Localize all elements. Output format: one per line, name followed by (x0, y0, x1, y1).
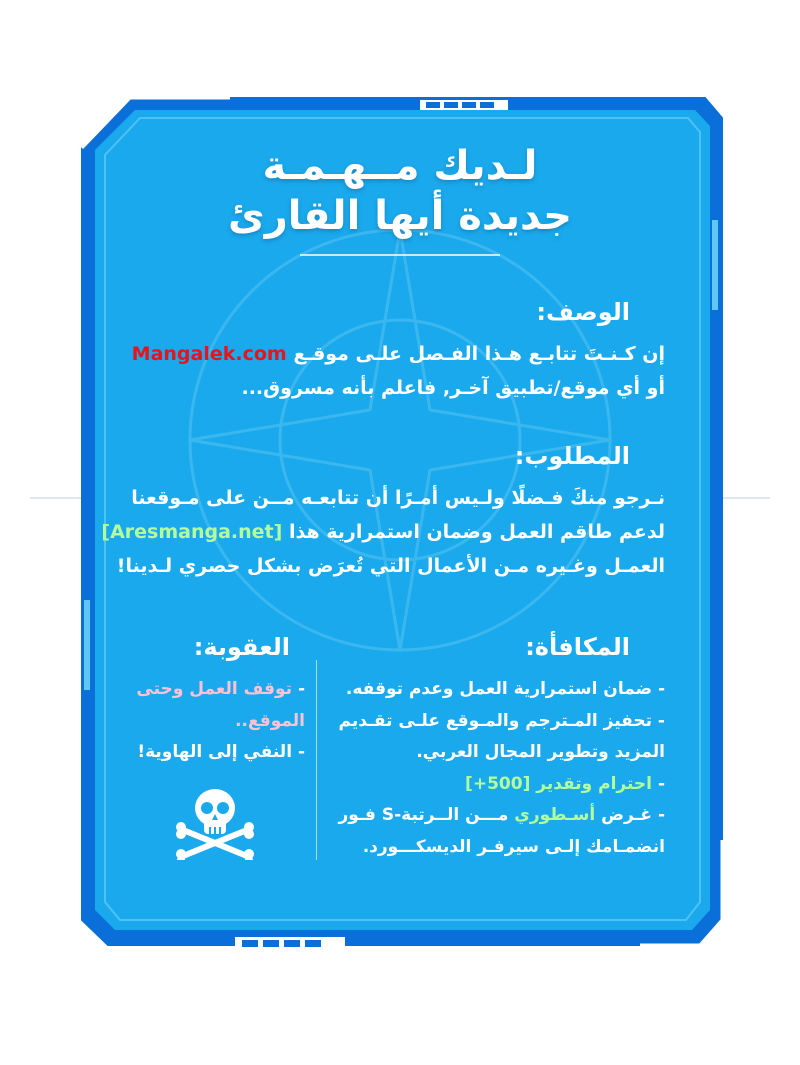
reward-item-3-highlight: احترام وتقدير [500+] (465, 773, 653, 794)
title-divider (300, 254, 500, 256)
description-text (110, 337, 665, 405)
title-line-1: لـديك مــهـمـة (262, 143, 538, 189)
description-heading: الوصف: (536, 298, 630, 326)
mangalek-site-link: Mangalek.com (131, 343, 287, 365)
reward-item-4-prefix: - غـرض (601, 805, 665, 825)
penalty-item-1b-highlight: الموقع.. (235, 710, 305, 731)
reward-item-4-suffix: مـــن الــرتبة-S فـور (338, 805, 509, 825)
penalty-heading: العقوبة: (193, 633, 290, 661)
aresmanga-site-link: [Aresmanga.net] (101, 521, 283, 543)
reward-list (320, 674, 665, 863)
reward-item-3 (320, 769, 665, 801)
reward-item-4 (320, 800, 665, 832)
description-line-1-text: إن كـنـتَ تتابـع هـذا الفـصل علـى موقـع (293, 343, 665, 365)
reward-item-4b: انضمـامك إلـى سيرفـر الديسكـــورد. (362, 836, 665, 857)
required-text (101, 481, 665, 583)
reward-item-3-dash: - (657, 773, 665, 794)
penalty-item-1-dash: - (297, 679, 305, 699)
reward-heading: المكافأة: (525, 633, 630, 661)
column-divider (316, 660, 317, 860)
required-line-2 (101, 515, 665, 549)
required-line-1: نـرجو منكَ فـضلًا ولـيس أمـرًا أن تتابعـه مــن على مـوقعنا (131, 487, 665, 509)
reward-item-2a: - تحفيز المـترجم والمـوقع علـى تقـديم (338, 710, 665, 731)
penalty-item-1-highlight: توقف العمل وحتى (136, 679, 293, 699)
description-line-2: أو أي موقع/تطبيق آخـر, فاعلم بأنه مسروق... (241, 377, 665, 399)
reward-item-1: - ضمان استمرارية العمل وعدم توقفه. (345, 679, 665, 699)
penalty-item-2: - النفي إلى الهاوية! (137, 742, 305, 762)
reward-item-2b: المزيد وتطوير المجال العربي. (416, 742, 665, 762)
skull-crossbones-icon (175, 780, 255, 860)
required-line-3: العمـل وغـيره مـن الأعمال التي تُعرَض بشكل حصري لـدينا! (116, 555, 665, 577)
required-heading: المطلوب: (514, 442, 630, 470)
description-line-1 (110, 337, 665, 371)
penalty-list (115, 674, 305, 769)
required-line-2-text: لدعم طاقم العمل وضمان استمرارية هذا (288, 521, 665, 543)
reward-item-4-highlight: أسـطوري (514, 805, 596, 825)
title-line-2: جديدة أيها القارئ (228, 193, 572, 239)
penalty-item-1b (115, 706, 305, 738)
penalty-item-1 (115, 674, 305, 706)
